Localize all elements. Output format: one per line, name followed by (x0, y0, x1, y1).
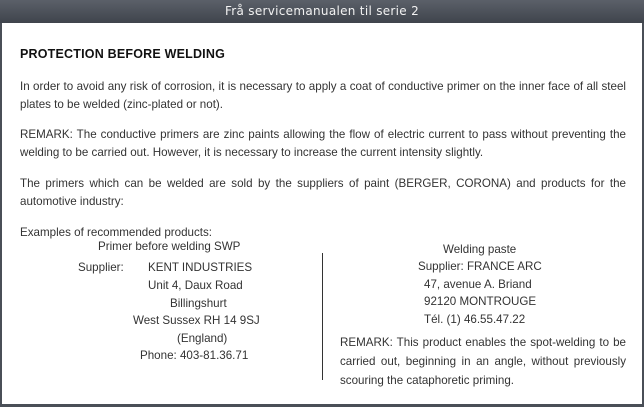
paragraph-remark: REMARK: The conductive primers are zinc paints allowing the flow of electric current to pass without preventing the welding to be carried out. However, it is necessary to increase the current intensity slightly. (20, 128, 626, 159)
primer-phone: Phone: 403-81.36.71 (140, 349, 249, 362)
primer-title: Primer before welding SWP (98, 240, 241, 253)
primer-company: KENT INDUSTRIES (148, 261, 253, 274)
paragraph-corrosion: In order to avoid any risk of corrosion, it is necessary to apply a coat of conductive primer on the inner face of all steel plates to be welded (zinc-plated or not). (20, 80, 626, 111)
section-heading: PROTECTION BEFORE WELDING (20, 47, 225, 61)
paste-title: Welding paste (443, 243, 517, 256)
primer-country: (England) (177, 332, 228, 345)
window-title: Frå servicemanualen til serie 2 (0, 0, 644, 23)
primer-region: West Sussex RH 14 9SJ (133, 314, 260, 327)
paste-phone: Tél. (1) 46.55.47.22 (424, 313, 526, 326)
examples-label: Examples of recommended products: (20, 226, 213, 239)
column-divider (322, 253, 323, 380)
paste-remark: REMARK: This product enables the spot-welding to be carried out, beginning in an angle, without previously scouring the cataphoretic priming. (340, 336, 626, 387)
primer-street: Unit 4, Daux Road (148, 279, 243, 292)
paste-city: 92120 MONTROUGE (424, 295, 537, 308)
paste-street: 47, avenue A. Briand (424, 278, 532, 291)
paste-supplier: Supplier: FRANCE ARC (418, 260, 542, 273)
primer-supplier-label: Supplier: (78, 261, 124, 274)
primer-town: Billingshurt (170, 297, 227, 310)
paragraph-suppliers: The primers which can be welded are sold by the suppliers of paint (BERGER, CORONA) and products for the automotive industry: (20, 177, 626, 208)
